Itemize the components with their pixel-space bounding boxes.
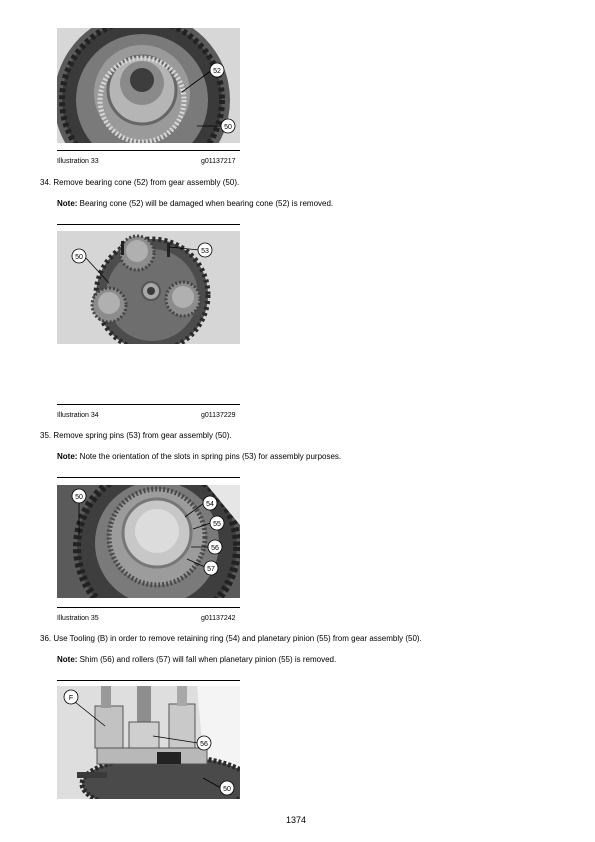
illustration-34-caption: Illustration 34: [57, 412, 99, 419]
caption-rule: [57, 477, 240, 478]
callout-54: 54: [206, 501, 214, 508]
illustration-35-code: g01137242: [201, 615, 236, 622]
caption-rule: [57, 607, 240, 608]
illustration-33-photo: [57, 28, 240, 143]
illustration-33-code: g01137217: [201, 158, 236, 165]
note-label: Note:: [57, 655, 78, 664]
caption-rule: [57, 224, 240, 225]
callout-F: F: [68, 695, 74, 702]
step-36: 36. Use Tooling (B) in order to remove retaining ring (54) and planetary pinion (55) from gear assembly (50).: [40, 634, 422, 643]
illustration-35-photo: [57, 485, 240, 598]
note-text: Bearing cone (52) will be damaged when bearing cone (52) is removed.: [77, 199, 334, 208]
illustration-34-code: g01137229: [201, 412, 236, 419]
note-35: [57, 452, 341, 462]
callout-52: 52: [213, 68, 221, 75]
illustration-35-caption: Illustration 35: [57, 615, 99, 622]
note-label: Note:: [57, 199, 78, 208]
callout-56: 56: [211, 545, 219, 552]
callout-50: 50: [75, 494, 83, 501]
callout-50: 50: [75, 254, 83, 261]
callout-56: 56: [200, 741, 208, 748]
note-text: Note the orientation of the slots in spring pins (53) for assembly purposes.: [77, 452, 342, 461]
caption-rule: [57, 404, 240, 405]
note-34: [57, 199, 333, 209]
caption-rule: [57, 680, 240, 681]
callout-53: 53: [201, 248, 209, 255]
illustration-36-photo: [57, 686, 240, 799]
note-label: Note:: [57, 452, 78, 461]
callout-55: 55: [213, 521, 221, 528]
illustration-33-caption: Illustration 33: [57, 158, 99, 165]
page-number: 1374: [286, 815, 307, 825]
note-36: [57, 655, 336, 665]
caption-rule: [57, 150, 240, 151]
step-34: 34. Remove bearing cone (52) from gear assembly (50).: [40, 178, 240, 187]
step-35: 35. Remove spring pins (53) from gear assembly (50).: [40, 431, 232, 440]
illustration-34-photo: [57, 231, 240, 344]
note-text: Shim (56) and rollers (57) will fall when planetary pinion (55) is removed.: [77, 655, 337, 664]
callout-50: 50: [223, 786, 231, 793]
callout-50: 50: [224, 124, 232, 131]
callout-57: 57: [207, 566, 215, 573]
